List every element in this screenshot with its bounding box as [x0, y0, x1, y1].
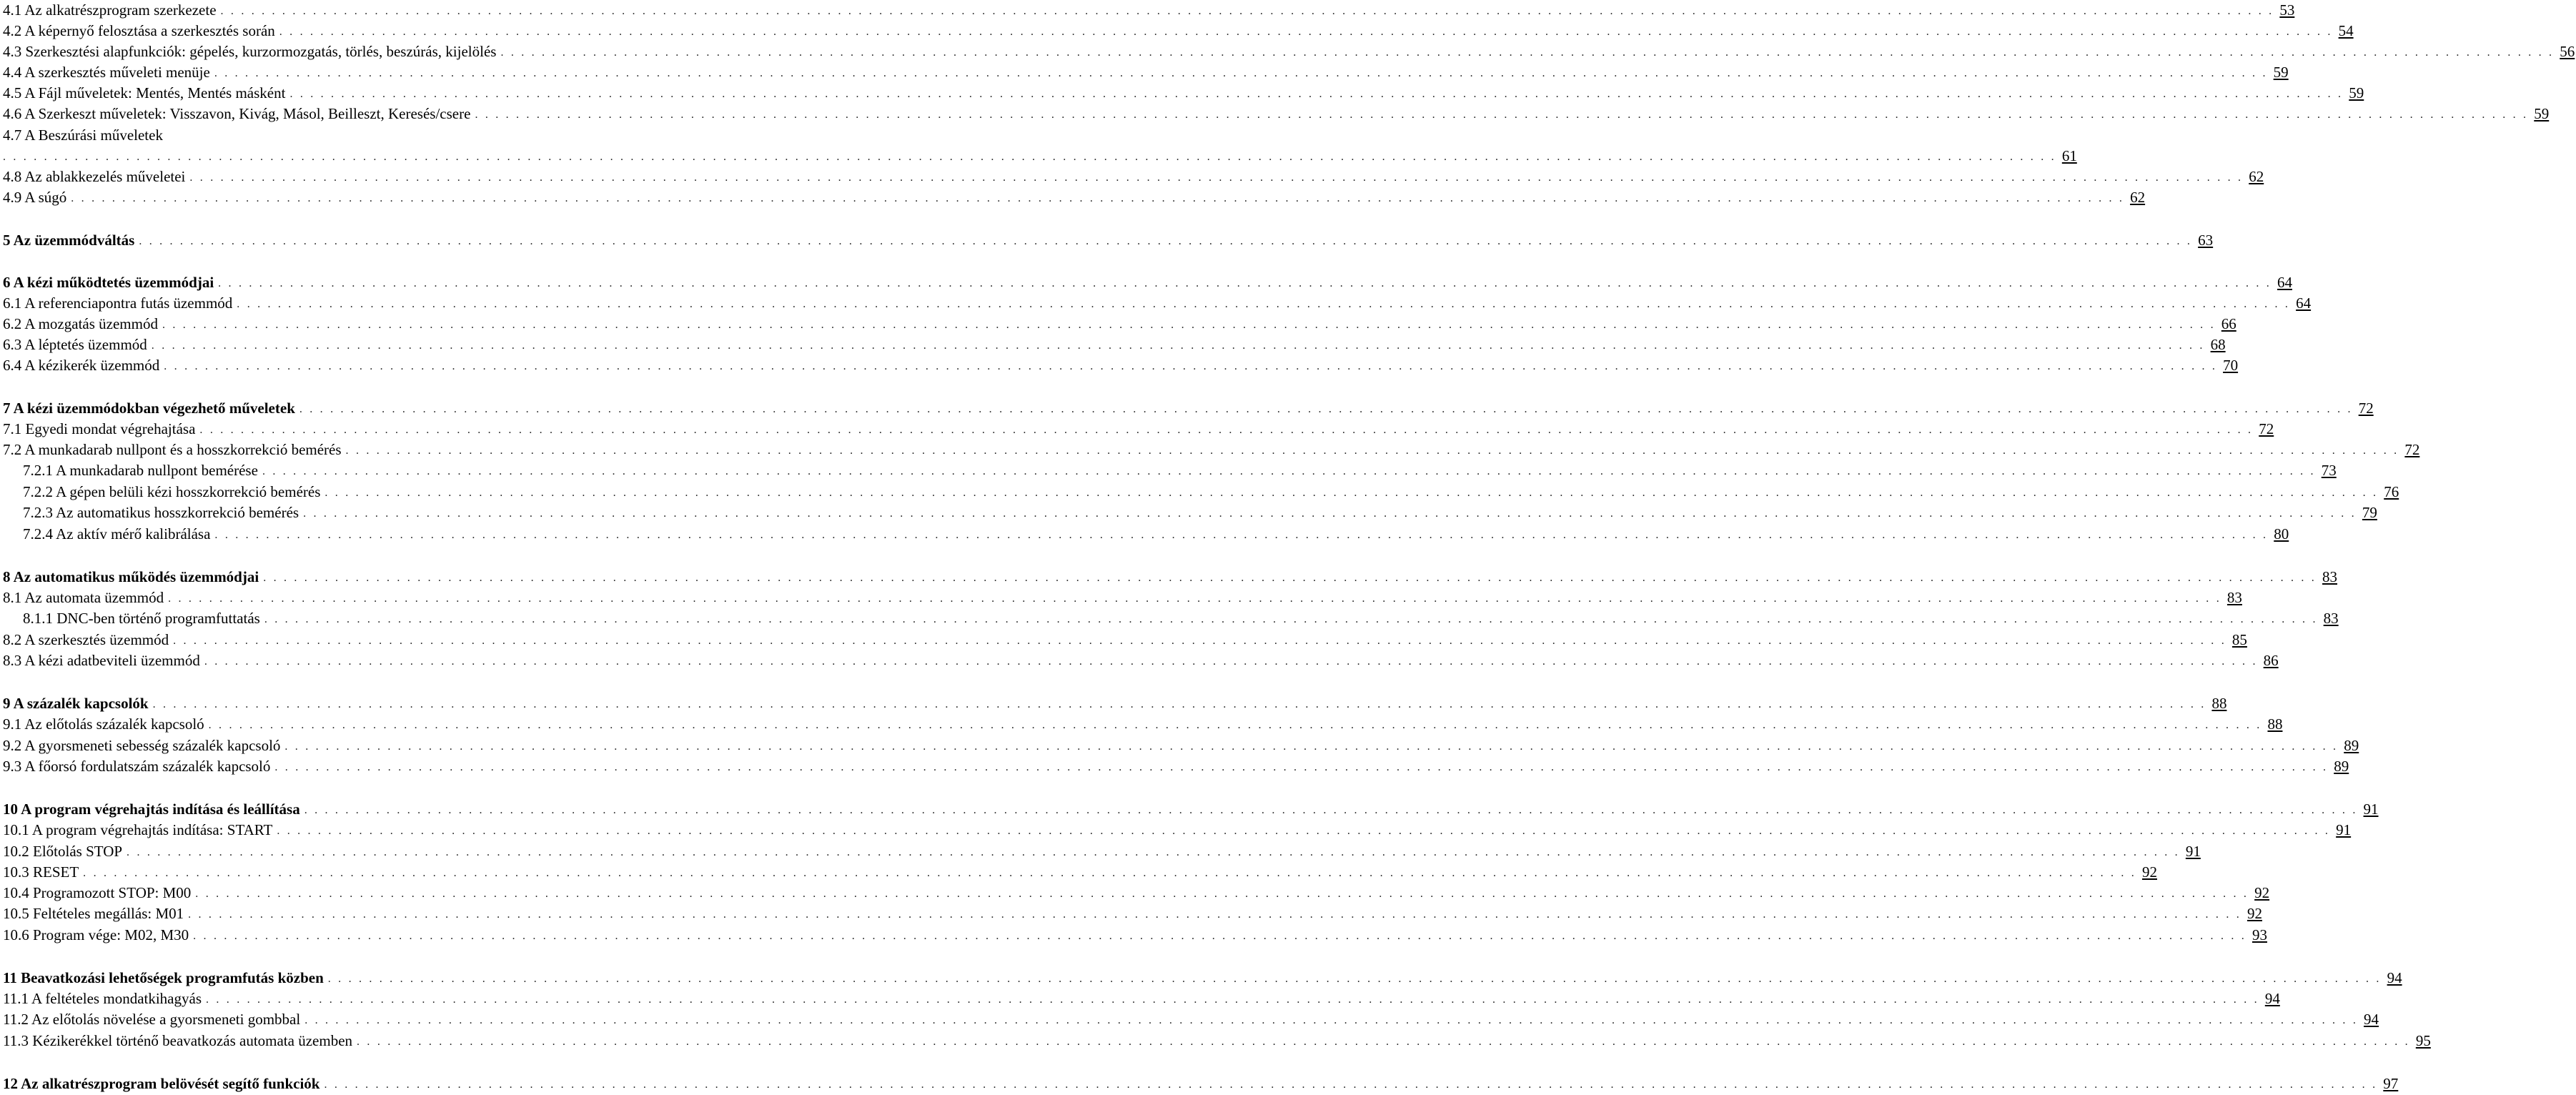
- dot-leader: . . . . . . . . . . . . . . . . . . . . . . . . . . . . . . . . . . . . . . . . . . . . . . . . . . . . . . . . . . . . . . . . . . . . . . . . . . . . . . . . . . . . . . . . . . . . . . . . . . . . . . . . . . . . . . . . . . . . . . . . . . . . . . . . . . . . . . . . . . . . . . . . . . . . . . . . . . . . . . . . . . . . . . . . . . . . . . . . . . . . . . . . . . . . . . . . . . . . . . . .: [3, 151, 2056, 163]
- dot-leader: . . . . . . . . . . . . . . . . . . . . . . . . . . . . . . . . . . . . . . . . . . . . . . . . . . . . . . . . . . . . . . . . . . . . . . . . . . . . . . . . . . . . . . . . . . . . . . . . . . . . . . . . . . . . . . . . . . . . . . . . . . . . . . . . . . . . . . . . . . . . . . . . . . . . . . . . . . . . . . . . . . . . . . . . . . . . . . . . . . . . . . . . . . . . . . . . . . . . . . . .: [274, 761, 2329, 773]
- dot-leader: . . . . . . . . . . . . . . . . . . . . . . . . . . . . . . . . . . . . . . . . . . . . . . . . . . . . . . . . . . . . . . . . . . . . . . . . . . . . . . . . . . . . . . . . . . . . . . . . . . . . . . . . . . . . . . . . . . . . . . . . . . . . . . . . . . . . . . . . . . . . . . . . . . . . . . . . . . . . . . . . . . . . . . . . . . . . . . . . . . . . . . . . . . . . . . . . . . . . . . . .: [193, 930, 2246, 942]
- toc-entry-title: 4.3 Szerkesztési alapfunkciók: gépelés, kurzormozgatás, törlés, beszúrás, kijelölés: [3, 43, 497, 60]
- toc-page-number-link[interactable]: 66: [2221, 315, 2236, 332]
- toc-entry[interactable]: [0, 1009, 2379, 1029]
- toc-entry-title: 8.1 Az automata üzemmód: [3, 589, 164, 606]
- dot-leader: . . . . . . . . . . . . . . . . . . . . . . . . . . . . . . . . . . . . . . . . . . . . . . . . . . . . . . . . . . . . . . . . . . . . . . . . . . . . . . . . . . . . . . . . . . . . . . . . . . . . . . . . . . . . . . . . . . . . . . . . . . . . . . . . . . . . . . . . . . . . . . . . . . . . . . . . . . . . . . . . . . . . . . . . . . . . . . . . . . . . . . . . . . . . . . . . . . . . . . . .: [237, 298, 2291, 310]
- toc-entry[interactable]: [0, 0, 2295, 20]
- dot-leader: . . . . . . . . . . . . . . . . . . . . . . . . . . . . . . . . . . . . . . . . . . . . . . . . . . . . . . . . . . . . . . . . . . . . . . . . . . . . . . . . . . . . . . . . . . . . . . . . . . . . . . . . . . . . . . . . . . . . . . . . . . . . . . . . . . . . . . . . . . . . . . . . . . . . . . . . . . . . . . . . . . . . . . . . . . . . . . . . . . . . . . . . . . . . . . . . . . . . . . . .: [500, 46, 2555, 59]
- toc-page-number-link[interactable]: 79: [2362, 504, 2377, 521]
- toc-entry-title: 11.3 Kézikerékkel történő beavatkozás automata üzemben: [3, 1032, 353, 1049]
- toc-entry[interactable]: [0, 187, 2146, 207]
- toc-entry-title: 4.7 A Beszúrási műveletek: [3, 127, 163, 144]
- toc-entry[interactable]: [0, 841, 2201, 861]
- toc-entry-title: 6.2 A mozgatás üzemmód: [3, 315, 158, 332]
- toc-page-number-link[interactable]: 54: [2338, 22, 2354, 39]
- dot-leader: . . . . . . . . . . . . . . . . . . . . . . . . . . . . . . . . . . . . . . . . . . . . . . . . . . . . . . . . . . . . . . . . . . . . . . . . . . . . . . . . . . . . . . . . . . . . . . . . . . . . . . . . . . . . . . . . . . . . . . . . . . . . . . . . . . . . . . . . . . . . . . . . . . . . . . . . . . . . . . . . . . . . . . . . . . . . . . . . . . . . . . . . . . . . . . . . . . . . . . . .: [199, 424, 2254, 436]
- toc-page-number-link[interactable]: 86: [2263, 652, 2279, 669]
- toc-entry-title: 4.4 A szerkesztés műveleti menüje: [3, 64, 210, 81]
- toc-entry-title: 7.2.3 Az automatikus hosszkorrekció bemérés: [23, 504, 299, 521]
- dot-leader: . . . . . . . . . . . . . . . . . . . . . . . . . . . . . . . . . . . . . . . . . . . . . . . . . . . . . . . . . . . . . . . . . . . . . . . . . . . . . . . . . . . . . . . . . . . . . . . . . . . . . . . . . . . . . . . . . . . . . . . . . . . . . . . . . . . . . . . . . . . . . . . . . . . . . . . . . . . . . . . . . . . . . . . . . . . . . . . . . . . . . . . . . . . . . . . . . . . . . . . .: [279, 26, 2333, 38]
- toc-entry[interactable]: [0, 460, 2337, 480]
- toc-entry-title: 5 Az üzemmódváltás: [3, 232, 135, 249]
- toc-entry-title: 9 A százalék kapcsolók: [3, 695, 149, 712]
- dot-leader: . . . . . . . . . . . . . . . . . . . . . . . . . . . . . . . . . . . . . . . . . . . . . . . . . . . . . . . . . . . . . . . . . . . . . . . . . . . . . . . . . . . . . . . . . . . . . . . . . . . . . . . . . . . . . . . . . . . . . . . . . . . . . . . . . . . . . . . . . . . . . . . . . . . . . . . . . . . . . . . . . . . . . . . . . . . . . . . . . . . . . . . . . . . . . . . . . . . . . . . .: [284, 740, 2339, 753]
- toc-entry[interactable]: [0, 398, 2374, 418]
- dot-leader: . . . . . . . . . . . . . . . . . . . . . . . . . . . . . . . . . . . . . . . . . . . . . . . . . . . . . . . . . . . . . . . . . . . . . . . . . . . . . . . . . . . . . . . . . . . . . . . . . . . . . . . . . . . . . . . . . . . . . . . . . . . . . . . . . . . . . . . . . . . . . . . . . . . . . . . . . . . . . . . . . . . . . . . . . . . . . . . . . . . . . . . . . . . . . . . . . . . . . . . .: [324, 1079, 2378, 1091]
- toc-page-number-link[interactable]: 72: [2404, 441, 2420, 458]
- toc-page-number-link[interactable]: 83: [2322, 568, 2338, 585]
- dot-leader: . . . . . . . . . . . . . . . . . . . . . . . . . . . . . . . . . . . . . . . . . . . . . . . . . . . . . . . . . . . . . . . . . . . . . . . . . . . . . . . . . . . . . . . . . . . . . . . . . . . . . . . . . . . . . . . . . . . . . . . . . . . . . . . . . . . . . . . . . . . . . . . . . . . . . . . . . . . . . . . . . . . . . . . . . . . . . . . . . . . . . . . . . . . . . . . . . . . . . . . .: [208, 719, 2262, 731]
- dot-leader: . . . . . . . . . . . . . . . . . . . . . . . . . . . . . . . . . . . . . . . . . . . . . . . . . . . . . . . . . . . . . . . . . . . . . . . . . . . . . . . . . . . . . . . . . . . . . . . . . . . . . . . . . . . . . . . . . . . . . . . . . . . . . . . . . . . . . . . . . . . . . . . . . . . . . . . . . . . . . . . . . . . . . . . . . . . . . . . . . . . . . . . . . . . . . . . . . . . . . . . .: [195, 888, 2249, 900]
- toc-entry-title: 11.2 Az előtolás növelése a gyorsmeneti gombbal: [3, 1011, 301, 1028]
- toc-page-number-link[interactable]: 64: [2277, 274, 2292, 291]
- toc-entry-title: 6 A kézi működtetés üzemmódjai: [3, 274, 214, 291]
- toc-page-number-link[interactable]: 83: [2226, 589, 2242, 606]
- toc-entry[interactable]: [0, 21, 2354, 41]
- toc-entry[interactable]: [0, 355, 2239, 375]
- toc-entry-title: 4.2 A képernyő felosztása a szerkesztés során: [3, 22, 275, 39]
- toc-page-number-link[interactable]: 97: [2383, 1075, 2399, 1092]
- toc-page-number-link[interactable]: 94: [2387, 969, 2402, 986]
- toc-entry[interactable]: [0, 567, 2338, 587]
- toc-page-number-link[interactable]: 92: [2254, 884, 2270, 901]
- toc-entry-title: 11 Beavatkozási lehetőségek programfutás közben: [3, 969, 324, 986]
- toc-entry-title: 8.1.1 DNC-ben történő programfuttatás: [23, 610, 260, 627]
- toc-entry-title: 6.3 A léptetés üzemmód: [3, 336, 147, 353]
- toc-entry-title: 4.5 A Fájl műveletek: Mentés, Mentés másként: [3, 84, 286, 101]
- toc-page-number-link[interactable]: 91: [2185, 843, 2201, 860]
- toc-page-number-link[interactable]: 62: [2249, 168, 2264, 185]
- toc-entry[interactable]: [0, 883, 2270, 903]
- toc-page-number-link[interactable]: 56: [2560, 43, 2575, 60]
- toc-entry[interactable]: [0, 650, 2279, 670]
- toc-entry[interactable]: [0, 272, 2292, 292]
- toc-entry-title: 7 A kézi üzemmódokban végezhető műveletek: [3, 400, 295, 417]
- toc-entry[interactable]: [0, 335, 2226, 355]
- dot-leader: . . . . . . . . . . . . . . . . . . . . . . . . . . . . . . . . . . . . . . . . . . . . . . . . . . . . . . . . . . . . . . . . . . . . . . . . . . . . . . . . . . . . . . . . . . . . . . . . . . . . . . . . . . . . . . . . . . . . . . . . . . . . . . . . . . . . . . . . . . . . . . . . . . . . . . . . . . . . . . . . . . . . . . . . . . . . . . . . . . . . . . . . . . . . . . . . . . . . . . . .: [264, 613, 2318, 625]
- toc-entry[interactable]: [0, 989, 2280, 1009]
- dot-leader: . . . . . . . . . . . . . . . . . . . . . . . . . . . . . . . . . . . . . . . . . . . . . . . . . . . . . . . . . . . . . . . . . . . . . . . . . . . . . . . . . . . . . . . . . . . . . . . . . . . . . . . . . . . . . . . . . . . . . . . . . . . . . . . . . . . . . . . . . . . . . . . . . . . . . . . . . . . . . . . . . . . . . . . . . . . . . . . . . . . . . . . . . . . . . . . . . . . . . . . .: [168, 593, 2221, 605]
- toc-page-number-link[interactable]: 92: [2246, 905, 2262, 922]
- toc-page-number-link[interactable]: 59: [2349, 84, 2364, 101]
- toc-entry[interactable]: [0, 524, 2289, 544]
- dot-leader: . . . . . . . . . . . . . . . . . . . . . . . . . . . . . . . . . . . . . . . . . . . . . . . . . . . . . . . . . . . . . . . . . . . . . . . . . . . . . . . . . . . . . . . . . . . . . . . . . . . . . . . . . . . . . . . . . . . . . . . . . . . . . . . . . . . . . . . . . . . . . . . . . . . . . . . . . . . . . . . . . . . . . . . . . . . . . . . . . . . . . . . . . . . . . . . . . . . . . . . .: [173, 635, 2226, 647]
- toc-entry[interactable]: [0, 693, 2227, 713]
- toc-page-number-link[interactable]: 62: [2130, 189, 2146, 206]
- dot-leader: . . . . . . . . . . . . . . . . . . . . . . . . . . . . . . . . . . . . . . . . . . . . . . . . . . . . . . . . . . . . . . . . . . . . . . . . . . . . . . . . . . . . . . . . . . . . . . . . . . . . . . . . . . . . . . . . . . . . . . . . . . . . . . . . . . . . . . . . . . . . . . . . . . . . . . . . . . . . . . . . . . . . . . . . . . . . . . . . . . . . . . . . . . . . . . . . . . . . . . . .: [162, 319, 2216, 331]
- toc-entry[interactable]: [0, 1074, 2399, 1094]
- toc-entry-title: 7.2.4 Az aktív mérő kalibrálása: [23, 525, 211, 542]
- dot-leader: . . . . . . . . . . . . . . . . . . . . . . . . . . . . . . . . . . . . . . . . . . . . . . . . . . . . . . . . . . . . . . . . . . . . . . . . . . . . . . . . . . . . . . . . . . . . . . . . . . . . . . . . . . . . . . . . . . . . . . . . . . . . . . . . . . . . . . . . . . . . . . . . . . . . . . . . . . . . . . . . . . . . . . . . . . . . . . . . . . . . . . . . . . . . . . . . . . . . . . . .: [83, 867, 2136, 879]
- toc-page-number-link[interactable]: 92: [2141, 863, 2157, 881]
- toc-entry-title: 10.3 RESET: [3, 863, 79, 881]
- toc-entry-title: 4.6 A Szerkeszt műveletek: Visszavon, Kivág, Másol, Beilleszt, Keresés/csere: [3, 105, 471, 122]
- toc-entry[interactable]: [0, 502, 2377, 522]
- toc-page-number-link[interactable]: 53: [2279, 1, 2295, 19]
- toc-entry[interactable]: [0, 756, 2349, 776]
- toc-entry-title: 12 Az alkatrészprogram belövését segítő funkciók: [3, 1075, 320, 1092]
- dot-leader: . . . . . . . . . . . . . . . . . . . . . . . . . . . . . . . . . . . . . . . . . . . . . . . . . . . . . . . . . . . . . . . . . . . . . . . . . . . . . . . . . . . . . . . . . . . . . . . . . . . . . . . . . . . . . . . . . . . . . . . . . . . . . . . . . . . . . . . . . . . . . . . . . . . . . . . . . . . . . . . . . . . . . . . . . . . . . . . . . . . . . . . . . . . . . . . . . . . . . . . .: [304, 1014, 2359, 1026]
- toc-page-number-link[interactable]: 89: [2344, 737, 2359, 754]
- dot-leader: . . . . . . . . . . . . . . . . . . . . . . . . . . . . . . . . . . . . . . . . . . . . . . . . . . . . . . . . . . . . . . . . . . . . . . . . . . . . . . . . . . . . . . . . . . . . . . . . . . . . . . . . . . . . . . . . . . . . . . . . . . . . . . . . . . . . . . . . . . . . . . . . . . . . . . . . . . . . . . . . . . . . . . . . . . . . . . . . . . . . . . . . . . . . . . . . . . . . . . . .: [189, 172, 2244, 184]
- dot-leader: . . . . . . . . . . . . . . . . . . . . . . . . . . . . . . . . . . . . . . . . . . . . . . . . . . . . . . . . . . . . . . . . . . . . . . . . . . . . . . . . . . . . . . . . . . . . . . . . . . . . . . . . . . . . . . . . . . . . . . . . . . . . . . . . . . . . . . . . . . . . . . . . . . . . . . . . . . . . . . . . . . . . . . . . . . . . . . . . . . . . . . . . . . . . . . . . . . . . . . . .: [304, 804, 2358, 816]
- toc-entry-title: 8.3 A kézi adatbeviteli üzemmód: [3, 652, 200, 669]
- toc-entry[interactable]: [0, 41, 2575, 61]
- dot-leader: . . . . . . . . . . . . . . . . . . . . . . . . . . . . . . . . . . . . . . . . . . . . . . . . . . . . . . . . . . . . . . . . . . . . . . . . . . . . . . . . . . . . . . . . . . . . . . . . . . . . . . . . . . . . . . . . . . . . . . . . . . . . . . . . . . . . . . . . . . . . . . . . . . . . . . . . . . . . . . . . . . . . . . . . . . . . . . . . . . . . . . . . . . . . . . . . . . . . . . . .: [299, 403, 2353, 415]
- toc-entry-title: 7.2 A munkadarab nullpont és a hosszkorrekció bemérés: [3, 441, 342, 458]
- toc-entry-title: 7.2.1 A munkadarab nullpont bemérése: [23, 462, 258, 479]
- toc-entry-title: 7.2.2 A gépen belüli kézi hosszkorrekció bemérés: [23, 483, 321, 500]
- toc-page-number-link[interactable]: 63: [2198, 232, 2214, 249]
- dot-leader: . . . . . . . . . . . . . . . . . . . . . . . . . . . . . . . . . . . . . . . . . . . . . . . . . . . . . . . . . . . . . . . . . . . . . . . . . . . . . . . . . . . . . . . . . . . . . . . . . . . . . . . . . . . . . . . . . . . . . . . . . . . . . . . . . . . . . . . . . . . . . . . . . . . . . . . . . . . . . . . . . . . . . . . . . . . . . . . . . . . . . . . . . . . . . . . . . . . . . . . .: [263, 572, 2317, 584]
- toc-page-number-link[interactable]: 73: [2321, 462, 2337, 479]
- toc-entry-title: 7.1 Egyedi mondat végrehajtása: [3, 420, 196, 437]
- toc-page-number-link[interactable]: 94: [2264, 990, 2280, 1007]
- toc-entry-title: 6.1 A referenciapontra futás üzemmód: [3, 294, 233, 312]
- toc-entry[interactable]: [0, 440, 2420, 460]
- dot-leader: . . . . . . . . . . . . . . . . . . . . . . . . . . . . . . . . . . . . . . . . . . . . . . . . . . . . . . . . . . . . . . . . . . . . . . . . . . . . . . . . . . . . . . . . . . . . . . . . . . . . . . . . . . . . . . . . . . . . . . . . . . . . . . . . . . . . . . . . . . . . . . . . . . . . . . . . . . . . . . . . . . . . . . . . . . . . . . . . . . . . . . . . . . . . . . . . . . . . . . . .: [164, 360, 2218, 372]
- toc-page-number-link[interactable]: 93: [2251, 926, 2267, 943]
- toc-page-number-link[interactable]: 88: [2211, 695, 2227, 712]
- dot-leader: . . . . . . . . . . . . . . . . . . . . . . . . . . . . . . . . . . . . . . . . . . . . . . . . . . . . . . . . . . . . . . . . . . . . . . . . . . . . . . . . . . . . . . . . . . . . . . . . . . . . . . . . . . . . . . . . . . . . . . . . . . . . . . . . . . . . . . . . . . . . . . . . . . . . . . . . . . . . . . . . . . . . . . . . . . . . . . . . . . . . . . . . . . . . . . . . . . . . . . . .: [71, 192, 2125, 204]
- toc-entry[interactable]: [0, 903, 2262, 923]
- toc-page-number-link[interactable]: 64: [2296, 294, 2312, 312]
- toc-entry[interactable]: [0, 608, 2339, 628]
- toc-entry-title: 10 A program végrehajtás indítása és leállítása: [3, 801, 300, 818]
- toc-entry[interactable]: [0, 62, 2289, 82]
- toc-page-number-link[interactable]: 72: [2259, 420, 2274, 437]
- toc-entry[interactable]: [0, 862, 2157, 882]
- toc-entry[interactable]: [0, 127, 2077, 166]
- toc-entry[interactable]: [0, 482, 2399, 502]
- toc-page-number-link[interactable]: 89: [2334, 758, 2349, 775]
- toc-page-number-link[interactable]: 68: [2210, 336, 2226, 353]
- toc-entry-title: 10.5 Feltételes megállás: M01: [3, 905, 184, 922]
- dot-leader: . . . . . . . . . . . . . . . . . . . . . . . . . . . . . . . . . . . . . . . . . . . . . . . . . . . . . . . . . . . . . . . . . . . . . . . . . . . . . . . . . . . . . . . . . . . . . . . . . . . . . . . . . . . . . . . . . . . . . . . . . . . . . . . . . . . . . . . . . . . . . . . . . . . . . . . . . . . . . . . . . . . . . . . . . . . . . . . . . . . . . . . . . . . . . . . . . . . . . . . .: [206, 994, 2259, 1006]
- toc-entry-title: 10.4 Programozott STOP: M00: [3, 884, 192, 901]
- toc-entry-title: 10.6 Program vége: M02, M30: [3, 926, 189, 943]
- dot-leader: . . . . . . . . . . . . . . . . . . . . . . . . . . . . . . . . . . . . . . . . . . . . . . . . . . . . . . . . . . . . . . . . . . . . . . . . . . . . . . . . . . . . . . . . . . . . . . . . . . . . . . . . . . . . . . . . . . . . . . . . . . . . . . . . . . . . . . . . . . . . . . . . . . . . . . . . . . . . . . . . . . . . . . . . . . . . . . . . . . . . . . . . . . . . . . . . . . . . . . . .: [152, 698, 2206, 710]
- toc-entry-title: 9.2 A gyorsmeneti sebesség százalék kapcsoló: [3, 737, 281, 754]
- dot-leader: . . . . . . . . . . . . . . . . . . . . . . . . . . . . . . . . . . . . . . . . . . . . . . . . . . . . . . . . . . . . . . . . . . . . . . . . . . . . . . . . . . . . . . . . . . . . . . . . . . . . . . . . . . . . . . . . . . . . . . . . . . . . . . . . . . . . . . . . . . . . . . . . . . . . . . . . . . . . . . . . . . . . . . . . . . . . . . . . . . . . . . . . . . . . . . . . . . . . . . . .: [214, 529, 2269, 541]
- toc-entry[interactable]: [0, 588, 2242, 608]
- toc-entry[interactable]: [0, 799, 2379, 819]
- dot-leader: . . . . . . . . . . . . . . . . . . . . . . . . . . . . . . . . . . . . . . . . . . . . . . . . . . . . . . . . . . . . . . . . . . . . . . . . . . . . . . . . . . . . . . . . . . . . . . . . . . . . . . . . . . . . . . . . . . . . . . . . . . . . . . . . . . . . . . . . . . . . . . . . . . . . . . . . . . . . . . . . . . . . . . . . . . . . . . . . . . . . . . . . . . . . . . . . . . . . . . . .: [218, 277, 2272, 289]
- toc-page-number-link[interactable]: 70: [2223, 357, 2239, 374]
- dot-leader: . . . . . . . . . . . . . . . . . . . . . . . . . . . . . . . . . . . . . . . . . . . . . . . . . . . . . . . . . . . . . . . . . . . . . . . . . . . . . . . . . . . . . . . . . . . . . . . . . . . . . . . . . . . . . . . . . . . . . . . . . . . . . . . . . . . . . . . . . . . . . . . . . . . . . . . . . . . . . . . . . . . . . . . . . . . . . . . . . . . . . . . . . . . . . . . . . . . . . . . .: [151, 340, 2205, 352]
- toc-entry-title: 4.9 A súgó: [3, 189, 67, 206]
- toc-entry[interactable]: [0, 104, 2550, 124]
- toc-entry-title: 11.1 A feltételes mondatkihagyás: [3, 990, 202, 1007]
- toc-entry-title: 6.4 A kézikerék üzemmód: [3, 357, 160, 374]
- dot-leader: . . . . . . . . . . . . . . . . . . . . . . . . . . . . . . . . . . . . . . . . . . . . . . . . . . . . . . . . . . . . . . . . . . . . . . . . . . . . . . . . . . . . . . . . . . . . . . . . . . . . . . . . . . . . . . . . . . . . . . . . . . . . . . . . . . . . . . . . . . . . . . . . . . . . . . . . . . . . . . . . . . . . . . . . . . . . . . . . . . . . . . . . . . . . . . . . . . . . . . . .: [139, 235, 2193, 247]
- toc-page-number-link[interactable]: 72: [2358, 400, 2374, 417]
- toc-page-number-link[interactable]: 91: [2363, 801, 2379, 818]
- toc-page-number-link[interactable]: 91: [2336, 821, 2352, 838]
- toc-entry[interactable]: [0, 167, 2264, 187]
- toc-entry[interactable]: [0, 1031, 2431, 1051]
- dot-leader: . . . . . . . . . . . . . . . . . . . . . . . . . . . . . . . . . . . . . . . . . . . . . . . . . . . . . . . . . . . . . . . . . . . . . . . . . . . . . . . . . . . . . . . . . . . . . . . . . . . . . . . . . . . . . . . . . . . . . . . . . . . . . . . . . . . . . . . . . . . . . . . . . . . . . . . . . . . . . . . . . . . . . . . . . . . . . . . . . . . . . . . . . . . . . . . . . . . . . . . .: [475, 109, 2529, 121]
- dot-leader: . . . . . . . . . . . . . . . . . . . . . . . . . . . . . . . . . . . . . . . . . . . . . . . . . . . . . . . . . . . . . . . . . . . . . . . . . . . . . . . . . . . . . . . . . . . . . . . . . . . . . . . . . . . . . . . . . . . . . . . . . . . . . . . . . . . . . . . . . . . . . . . . . . . . . . . . . . . . . . . . . . . . . . . . . . . . . . . . . . . . . . . . . . . . . . . . . . . . . . . .: [214, 67, 2268, 79]
- toc-page-number-link[interactable]: 94: [2364, 1011, 2379, 1028]
- dot-leader: . . . . . . . . . . . . . . . . . . . . . . . . . . . . . . . . . . . . . . . . . . . . . . . . . . . . . . . . . . . . . . . . . . . . . . . . . . . . . . . . . . . . . . . . . . . . . . . . . . . . . . . . . . . . . . . . . . . . . . . . . . . . . . . . . . . . . . . . . . . . . . . . . . . . . . . . . . . . . . . . . . . . . . . . . . . . . . . . . . . . . . . . . . . . . . . . . . . . . . . .: [127, 846, 2180, 858]
- dot-leader: . . . . . . . . . . . . . . . . . . . . . . . . . . . . . . . . . . . . . . . . . . . . . . . . . . . . . . . . . . . . . . . . . . . . . . . . . . . . . . . . . . . . . . . . . . . . . . . . . . . . . . . . . . . . . . . . . . . . . . . . . . . . . . . . . . . . . . . . . . . . . . . . . . . . . . . . . . . . . . . . . . . . . . . . . . . . . . . . . . . . . . . . . . . . . . . . . . . . . . . .: [357, 1036, 2410, 1048]
- toc-page-number-link[interactable]: 76: [2384, 483, 2399, 500]
- toc-page-number-link[interactable]: 80: [2274, 525, 2289, 542]
- toc-entry-title: 4.1 Az alkatrészprogram szerkezete: [3, 1, 217, 19]
- dot-leader: . . . . . . . . . . . . . . . . . . . . . . . . . . . . . . . . . . . . . . . . . . . . . . . . . . . . . . . . . . . . . . . . . . . . . . . . . . . . . . . . . . . . . . . . . . . . . . . . . . . . . . . . . . . . . . . . . . . . . . . . . . . . . . . . . . . . . . . . . . . . . . . . . . . . . . . . . . . . . . . . . . . . . . . . . . . . . . . . . . . . . . . . . . . . . . . . . . . . . . . .: [289, 88, 2344, 100]
- dot-leader: . . . . . . . . . . . . . . . . . . . . . . . . . . . . . . . . . . . . . . . . . . . . . . . . . . . . . . . . . . . . . . . . . . . . . . . . . . . . . . . . . . . . . . . . . . . . . . . . . . . . . . . . . . . . . . . . . . . . . . . . . . . . . . . . . . . . . . . . . . . . . . . . . . . . . . . . . . . . . . . . . . . . . . . . . . . . . . . . . . . . . . . . . . . . . . . . . . . . . . . .: [220, 5, 2274, 17]
- dot-leader: . . . . . . . . . . . . . . . . . . . . . . . . . . . . . . . . . . . . . . . . . . . . . . . . . . . . . . . . . . . . . . . . . . . . . . . . . . . . . . . . . . . . . . . . . . . . . . . . . . . . . . . . . . . . . . . . . . . . . . . . . . . . . . . . . . . . . . . . . . . . . . . . . . . . . . . . . . . . . . . . . . . . . . . . . . . . . . . . . . . . . . . . . . . . . . . . . . . . . . . .: [303, 507, 2357, 520]
- toc-entry[interactable]: [0, 714, 2283, 734]
- toc-entry-title: 8 Az automatikus működés üzemmódjai: [3, 568, 259, 585]
- toc-entry[interactable]: [0, 293, 2312, 313]
- toc-entry-title: 9.1 Az előtolás százalék kapcsoló: [3, 715, 204, 733]
- dot-leader: . . . . . . . . . . . . . . . . . . . . . . . . . . . . . . . . . . . . . . . . . . . . . . . . . . . . . . . . . . . . . . . . . . . . . . . . . . . . . . . . . . . . . . . . . . . . . . . . . . . . . . . . . . . . . . . . . . . . . . . . . . . . . . . . . . . . . . . . . . . . . . . . . . . . . . . . . . . . . . . . . . . . . . . . . . . . . . . . . . . . . . . . . . . . . . . . . . . . . . . .: [327, 973, 2382, 985]
- dot-leader: . . . . . . . . . . . . . . . . . . . . . . . . . . . . . . . . . . . . . . . . . . . . . . . . . . . . . . . . . . . . . . . . . . . . . . . . . . . . . . . . . . . . . . . . . . . . . . . . . . . . . . . . . . . . . . . . . . . . . . . . . . . . . . . . . . . . . . . . . . . . . . . . . . . . . . . . . . . . . . . . . . . . . . . . . . . . . . . . . . . . . . . . . . . . . . . . . . . . . . . .: [262, 465, 2316, 477]
- toc-entry[interactable]: [0, 968, 2402, 988]
- toc-entry-title: 9.3 A főorsó fordulatszám százalék kapcsoló: [3, 758, 271, 775]
- toc-entry[interactable]: [0, 925, 2267, 945]
- toc-page-number-link[interactable]: 95: [2415, 1032, 2431, 1049]
- toc-page-number-link[interactable]: 59: [2273, 64, 2289, 81]
- toc-page-number-link[interactable]: 88: [2267, 715, 2283, 733]
- toc-entry[interactable]: [0, 820, 2352, 840]
- dot-leader: . . . . . . . . . . . . . . . . . . . . . . . . . . . . . . . . . . . . . . . . . . . . . . . . . . . . . . . . . . . . . . . . . . . . . . . . . . . . . . . . . . . . . . . . . . . . . . . . . . . . . . . . . . . . . . . . . . . . . . . . . . . . . . . . . . . . . . . . . . . . . . . . . . . . . . . . . . . . . . . . . . . . . . . . . . . . . . . . . . . . . . . . . . . . . . . . . . . . . . . .: [325, 487, 2379, 499]
- toc-entry[interactable]: [0, 314, 2236, 334]
- toc-entry[interactable]: [0, 419, 2274, 439]
- dot-leader: . . . . . . . . . . . . . . . . . . . . . . . . . . . . . . . . . . . . . . . . . . . . . . . . . . . . . . . . . . . . . . . . . . . . . . . . . . . . . . . . . . . . . . . . . . . . . . . . . . . . . . . . . . . . . . . . . . . . . . . . . . . . . . . . . . . . . . . . . . . . . . . . . . . . . . . . . . . . . . . . . . . . . . . . . . . . . . . . . . . . . . . . . . . . . . . . . . . . . . . .: [204, 655, 2258, 668]
- toc-entry-title: 10.1 A program végrehajtás indítása: START: [3, 821, 273, 838]
- toc-page-number-link[interactable]: 83: [2323, 610, 2339, 627]
- toc-entry[interactable]: [0, 735, 2359, 755]
- toc-entry[interactable]: [0, 83, 2364, 103]
- dot-leader: . . . . . . . . . . . . . . . . . . . . . . . . . . . . . . . . . . . . . . . . . . . . . . . . . . . . . . . . . . . . . . . . . . . . . . . . . . . . . . . . . . . . . . . . . . . . . . . . . . . . . . . . . . . . . . . . . . . . . . . . . . . . . . . . . . . . . . . . . . . . . . . . . . . . . . . . . . . . . . . . . . . . . . . . . . . . . . . . . . . . . . . . . . . . . . . . . . . . . . . .: [277, 825, 2331, 837]
- toc-page-number-link[interactable]: 85: [2231, 631, 2247, 648]
- toc-entry-title: 4.8 Az ablakkezelés műveletei: [3, 168, 186, 185]
- dot-leader: . . . . . . . . . . . . . . . . . . . . . . . . . . . . . . . . . . . . . . . . . . . . . . . . . . . . . . . . . . . . . . . . . . . . . . . . . . . . . . . . . . . . . . . . . . . . . . . . . . . . . . . . . . . . . . . . . . . . . . . . . . . . . . . . . . . . . . . . . . . . . . . . . . . . . . . . . . . . . . . . . . . . . . . . . . . . . . . . . . . . . . . . . . . . . . . . . . . . . . . .: [345, 445, 2399, 457]
- toc-entry-title: 10.2 Előtolás STOP: [3, 843, 123, 860]
- toc-page-number-link[interactable]: 61: [2061, 147, 2077, 164]
- dot-leader: . . . . . . . . . . . . . . . . . . . . . . . . . . . . . . . . . . . . . . . . . . . . . . . . . . . . . . . . . . . . . . . . . . . . . . . . . . . . . . . . . . . . . . . . . . . . . . . . . . . . . . . . . . . . . . . . . . . . . . . . . . . . . . . . . . . . . . . . . . . . . . . . . . . . . . . . . . . . . . . . . . . . . . . . . . . . . . . . . . . . . . . . . . . . . . . . . . . . . . . .: [188, 908, 2241, 921]
- toc-entry[interactable]: [0, 230, 2214, 250]
- toc-entry[interactable]: [0, 630, 2247, 650]
- toc-entry-title: 8.2 A szerkesztés üzemmód: [3, 631, 169, 648]
- toc-page-number-link[interactable]: 59: [2534, 105, 2550, 122]
